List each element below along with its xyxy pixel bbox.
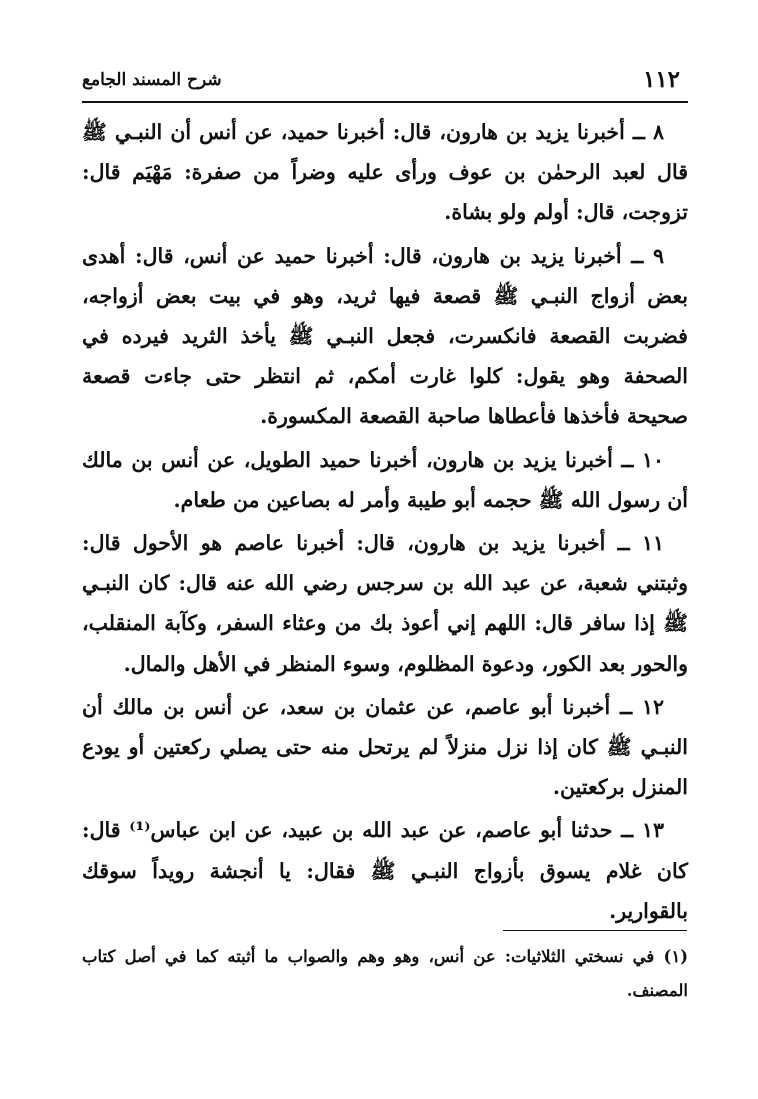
hadith-9: ٩ ــ أخبرنا يزيد بن هارون، قال: أخبرنا حميد عن أنس، قال: أهدى بعض أزواج النبـي ﷺ قصعة فيها ثريد، وهو في بيت بعض أزواجه، فضربت القصعة فانكسرت، فجعل النبـي ﷺ يأخذ الثريد فيرده في الصحفة وهو يقول: كلوا غارت أمكم، ثم انتظر حتى جاءت قصعة صحيحة فأخذها فأعطاها صاحبة القصعة المكسورة. [82, 243, 688, 429]
page-number: ١١٢ [642, 66, 680, 93]
footnote-separator [503, 930, 687, 931]
hadith-12: ١٢ ــ أخبرنا أبو عاصم، عن عثمان بن سعد، عن أنس بن مالك أن النبـي ﷺ كان إذا نزل منزلاً لم يرتحل منه حتى يصلي ركعتين أو يودع المنزل بركعتين. [82, 694, 688, 800]
footnote [82, 940, 688, 1008]
hadith-11: ١١ ــ أخبرنا يزيد بن هارون، قال: أخبرنا عاصم هو الأحول قال: وثبتني شعبة، عن عبد الله بن سرجس رضي الله عنه قال: كان النبـي ﷺ إذا سافر قال: اللهم إني أعوذ بك من وعثاء السفر، وكآبة المنقلب، والحور بعد الكور، ودعوة المظلوم، وسوء المنظر في الأهل والمال. [82, 531, 688, 676]
hadith-8: ٨ ــ أخبرنا يزيد بن هارون، قال: أخبرنا حميد، عن أنس أن النبـي ﷺ قال لعبد الرحمٰن بن عوف ورأى عليه وضراً من صفرة: مَهْيَم قال: تزوجت، قال: أولم ولو بشاة. [82, 120, 688, 225]
header-rule [82, 101, 688, 103]
running-title: شرح المسند الجامع [82, 70, 222, 90]
main-text [82, 112, 688, 934]
page-header [82, 64, 688, 102]
hadith-10: ١٠ ــ أخبرنا يزيد بن هارون، أخبرنا حميد الطويل، عن أنس بن مالك أن رسول الله ﷺ حجمه أبو طيبة وأمر له بصاعين من طعام. [82, 447, 688, 512]
footnote-1: (١) في نسختي الثلاثيات: عن أنس، وهو وهم والصواب ما أثبته كما في أصل كتاب المصنف. [82, 947, 688, 1000]
hadith-13: ١٣ ــ حدثنا أبو عاصم، عن عبد الله بن عبيد، عن ابن عباس⁽¹⁾ قال: كان غلام يسوق بأزواج النبـي ﷺ فقال: يا أنجشة رويداً سوقك بالقوارير. [82, 818, 688, 923]
